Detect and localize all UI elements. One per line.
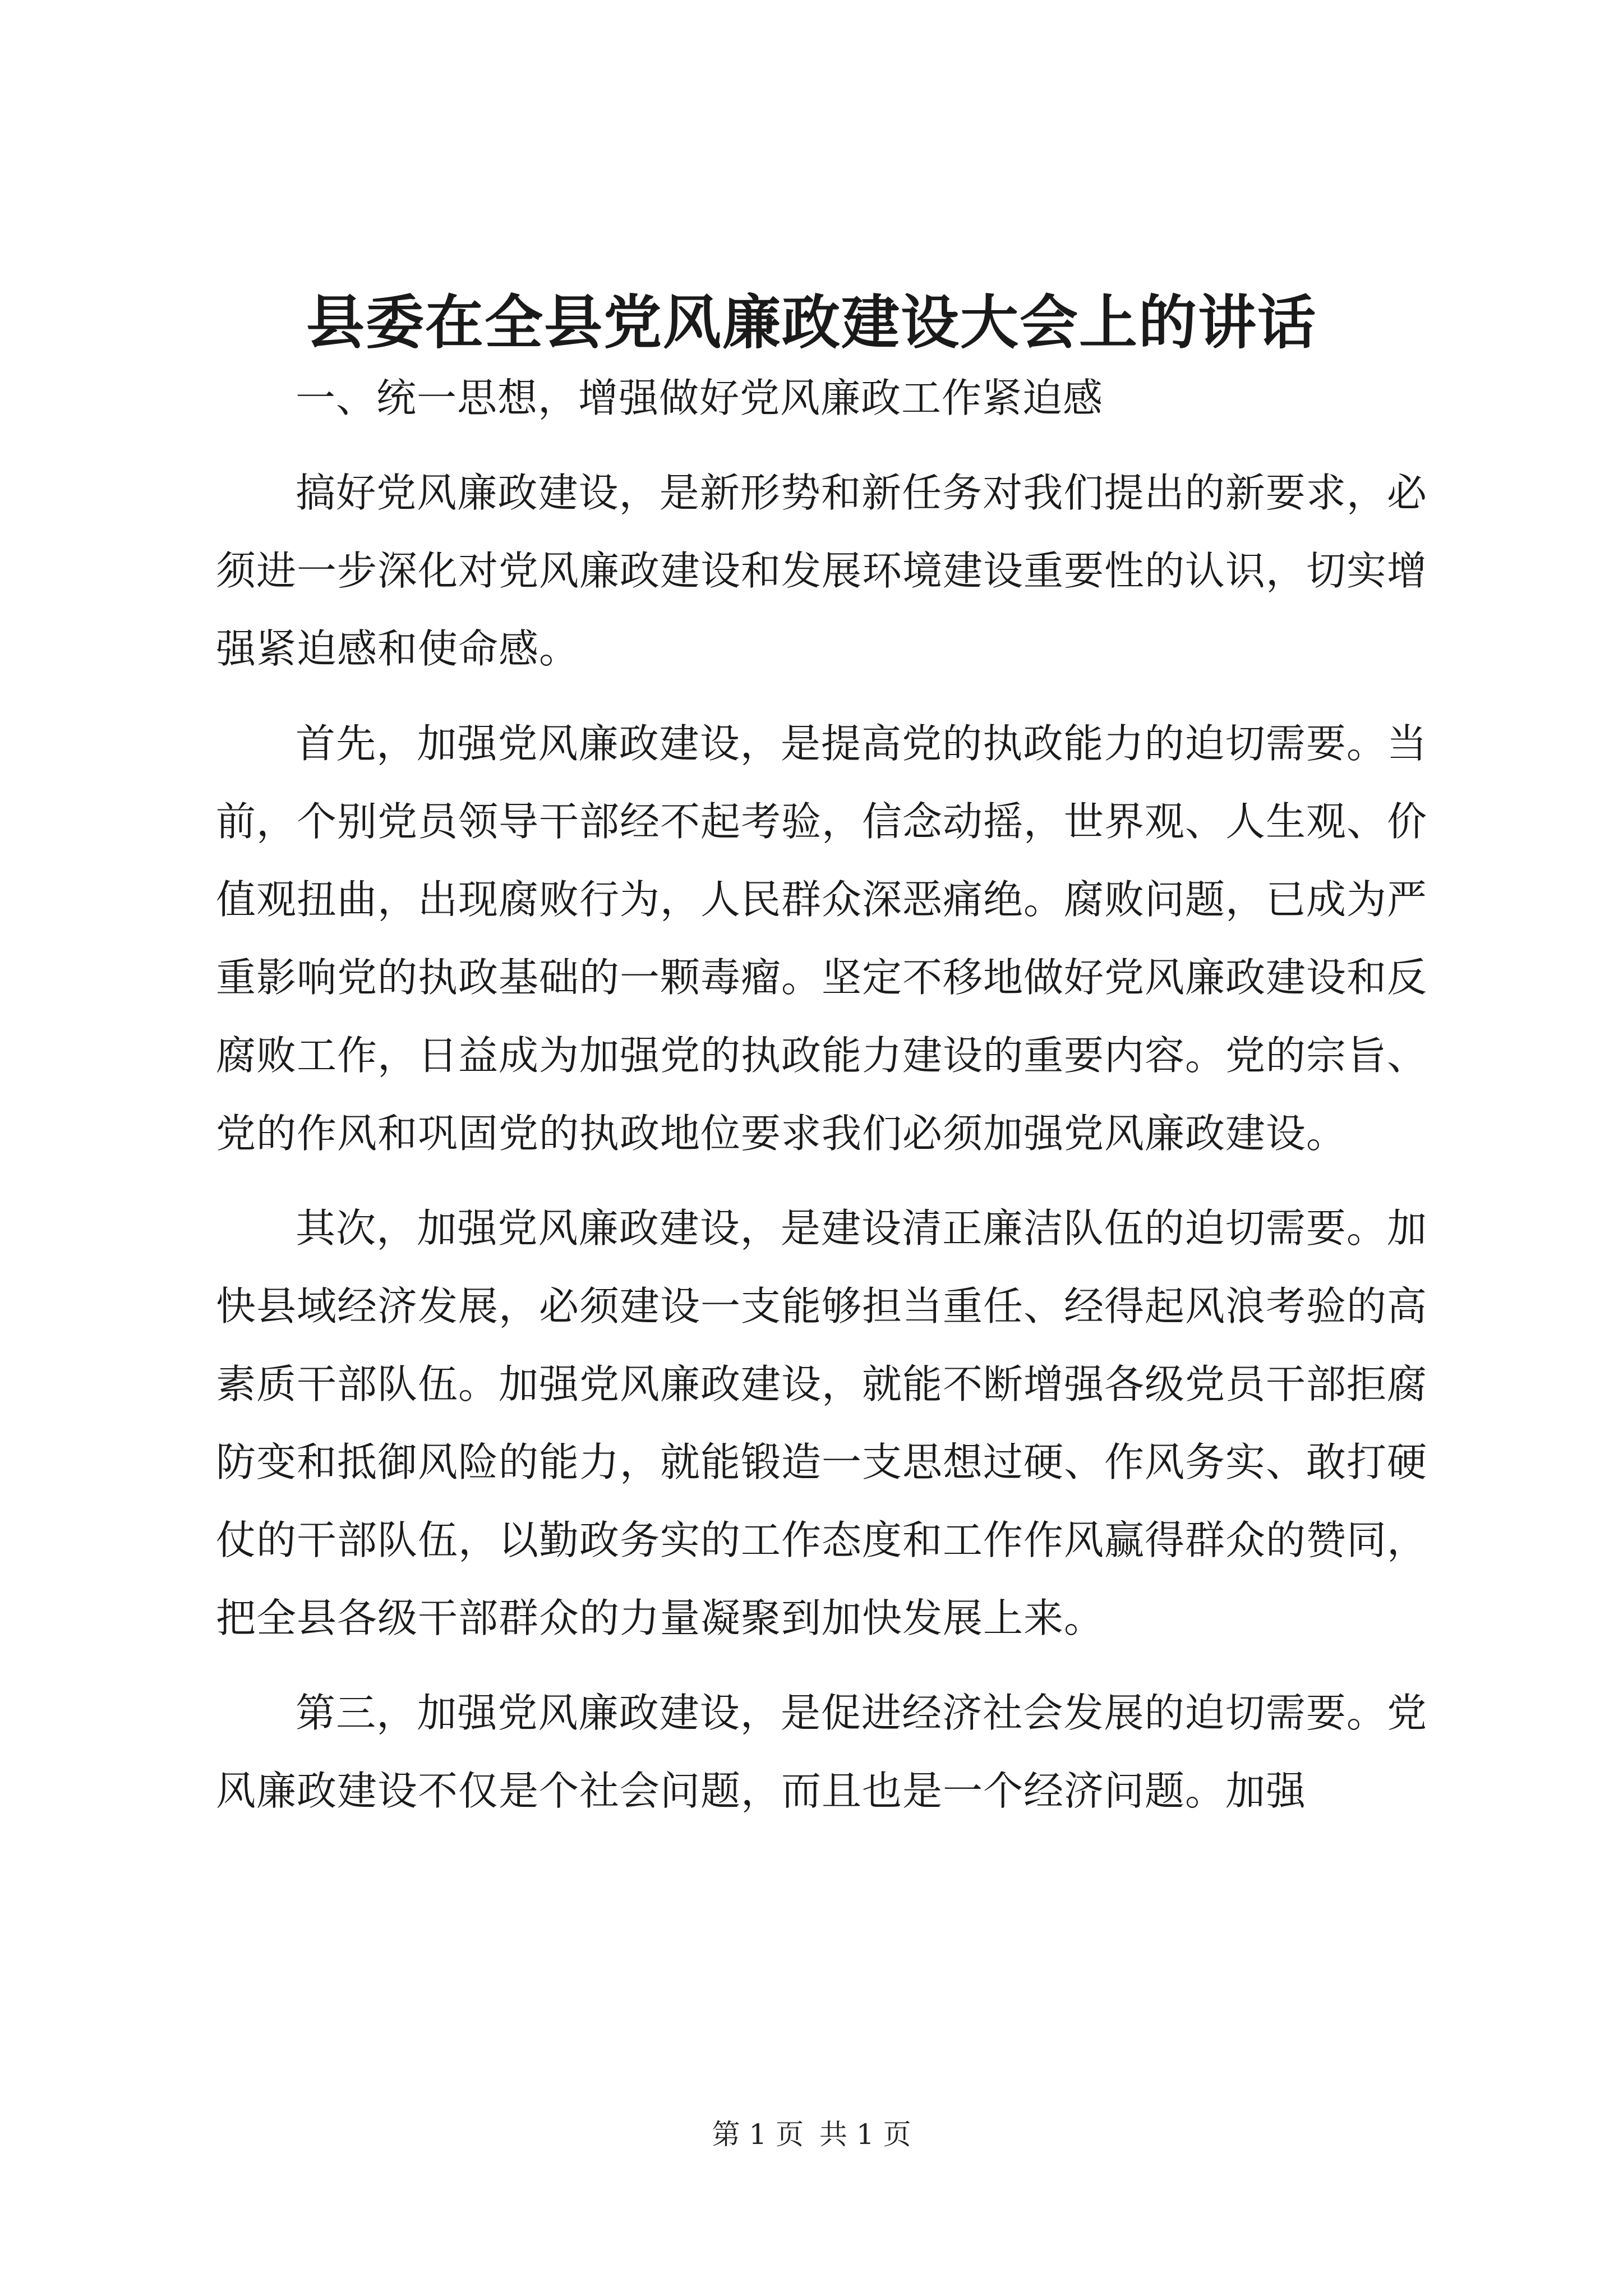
paragraph: 搞好党风廉政建设，是新形势和新任务对我们提出的新要求，必须进一步深化对党风廉政建设和发展环境建设重要性的认识，切实增强紧迫感和使命感。 bbox=[216, 470, 1428, 672]
section-heading: 一、统一思想，增强做好党风廉政工作紧迫感 bbox=[296, 375, 1104, 421]
document-title: 县委在全县党风廉政建设大会上的讲话 bbox=[306, 288, 1317, 357]
page-total: 共 1 页 bbox=[819, 2118, 911, 2151]
page-footer bbox=[0, 2115, 1623, 2154]
paragraph: 第三，加强党风廉政建设，是促进经济社会发展的迫切需要。党风廉政建设不仅是个社会问题，而且也是一个经济问题。加强 bbox=[216, 1690, 1427, 1814]
document-body bbox=[216, 359, 1427, 1830]
paragraph: 其次，加强党风廉政建设，是建设清正廉洁队伍的迫切需要。加快县域经济发展，必须建设一支能够担当重任、经得起风浪考验的高素质干部队伍。加强党风廉政建设，就能不断增强各级党员干部拒腐防变和抵御风险的能力，就能锻造一支思想过硬、作风务实、敢打硬仗的干部队伍，以勤政务实的工作态度和工作作风赢得群众的赞同，把全县各级干部群众的力量凝聚到加快发展上来。 bbox=[216, 1205, 1428, 1641]
page-number: 第 1 页 bbox=[712, 2118, 804, 2151]
paragraph: 首先，加强党风廉政建设，是提高党的执政能力的迫切需要。当前，个别党员领导干部经不起考验，信念动摇，世界观、人生观、价值观扭曲，出现腐败行为，人民群众深恶痛绝。腐败问题，已成为严重影响党的执政基础的一颗毒瘤。坚定不移地做好党风廉政建设和反腐败工作，日益成为加强党的执政能力建设的重要内容。党的宗旨、党的作风和巩固党的执政地位要求我们必须加强党风廉政建设。 bbox=[216, 720, 1428, 1157]
